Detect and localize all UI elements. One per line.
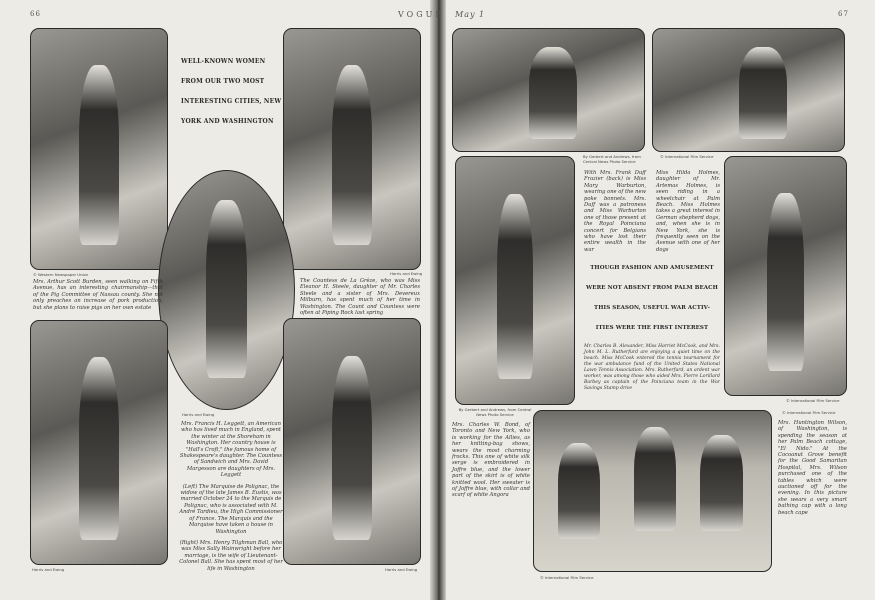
caption-warburton: With Mrs. Frank Duff Frazier (back) is Miss Mary Warburton, wearing one of the new poke bonnets. Mrs. Duff was a patroness and Miss Warburton one of those present at the Royal Poinciana concert for Belgians who have lost their entire wealth in the war — [584, 170, 646, 253]
caption-la-greze: The Countess de La Grèze, who was Miss Eleanor H. Steele, daughter of Mr. Charles Steele and a sister of Mrs. Devereux Milburn, has spent much of her time in Washington. The Count and Countess were often at Piping Rock last spring — [300, 278, 420, 317]
caption-polignac: (Left) The Marquise de Polignac, the widow of the late James B. Eustis, was married October 24 to the Marquis de Polignac, who is associated with M. André Tardieu, the High Commissioner of France. The Marquis and the Marquise have taken a house in Washington — [179, 483, 283, 535]
left-headline — [181, 52, 281, 132]
right-headline — [582, 258, 722, 338]
photo-credit: By Gerbert and Andrews, from Central News Photo Service — [583, 154, 641, 164]
caption-bond: Mrs. Charles W. Bond, of Toronto and New York, who is working for the Allies, as her knitting-bag shows, wears the most charming frocks. This one of white silk serge is embroidered in Joffre blue, and the lower part of the skirt is of white knitted wool. Her sweater is of Joffre blue, with collar and scarf of white Angora — [452, 422, 530, 499]
magazine-title: VOGUE — [398, 10, 445, 19]
page-number-left: 66 — [30, 10, 41, 18]
photo-credit: © International Film Service — [786, 398, 840, 403]
caption-wilson: Mrs. Huntington Wilson, of Washington, is spending the season at her Palm Beach cottage, "El Nido." At the Cocoanut Grove benefit for the Good Samaritan Hospital, Mrs. Wilson purchased one of the tables which were auctioned off for the evening. In this picture she wears a very smart bathing cap with a long beach cape — [778, 420, 847, 516]
photo-credit: © International Film Service — [540, 575, 594, 580]
photo-credit: Harris and Ewing — [182, 412, 215, 417]
photo-credit: © International Film Service — [660, 154, 714, 159]
photo-bond — [455, 156, 575, 405]
headline-line: YORK AND WASHINGTON — [181, 118, 274, 125]
caption-burden: Mrs. Arthur Scott Burden, seen walking on Fifth Avenue, has an interesting chairmanship—that of the Pig Committee of Nassau county. She not only preaches an increase of pork production, but she plans to raise pigs on her own estate — [33, 279, 163, 311]
photo-credit: © Western Newspaper Union — [33, 272, 89, 277]
left-caption-column — [179, 421, 283, 572]
page-number-right: 67 — [838, 10, 849, 18]
issue-date: May 1 — [455, 10, 486, 19]
caption-alexander: Mr. Charles B. Alexander, Miss Harriet McCook, and Mrs. John M. L. Rutherfurd are enjoying a quiet time on the beach. Miss McCook entered the tennis tournament for the war ambulance fund of the United States National Lawn Tennis Association. Mrs. Rutherfurd, an ardent war worker, was among those who aided Mrs. Pierre Lorillard Barbey as captain of the Poinciana team in the War Savings Stamp drive — [584, 344, 720, 391]
headline-line: THIS SEASON, USEFUL WAR ACTIV- — [594, 305, 710, 311]
headline-line: INTERESTING CITIES, NEW — [181, 98, 282, 105]
headline-line: FROM OUR TWO MOST — [181, 78, 265, 85]
headline-line: WELL-KNOWN WOMEN — [181, 58, 266, 65]
photo-credit: Harris and Ewing — [385, 567, 418, 572]
caption-leggett: Mrs. Francis H. Leggett, an American who has lived much in England, spent the winter at the Shoreham in Washington. Her country house is "Hall's Croft," the famous home of Shakespeare's daughter. The Countess of Sandwich and Mrs. David Margesson are daughters of Mrs. Leggett — [179, 421, 283, 479]
photo-burden — [30, 28, 168, 270]
headline-line: WERE NOT ABSENT FROM PALM BEACH — [586, 285, 718, 291]
photo-credit: Harris and Ewing — [32, 567, 65, 572]
headline-line: ITIES WERE THE FIRST INTEREST — [595, 325, 709, 331]
caption-holmes: Miss Hilda Holmes, daughter of Mr. Artemas Holmes, is seen riding in a wheelchair at Palm Beach. Miss Holmes takes a great interest in German shepherd dogs, and, when she is in New York, she is frequently seen on the Avenue with one of her dogs — [656, 170, 720, 253]
photo-warburton — [452, 28, 645, 152]
photo-leggett-oval — [158, 170, 295, 410]
photo-ball — [283, 318, 421, 565]
photo-credit: By Gerbert and Andrews, from Central News Photo Service — [458, 407, 532, 417]
photo-beach-group — [533, 410, 772, 572]
photo-credit: Harris and Ewing — [390, 271, 423, 276]
photo-countess-la-greze — [283, 28, 421, 270]
photo-wilson — [724, 156, 847, 396]
photo-credit: © International Film Service — [782, 410, 836, 415]
headline-line: THOUGH FASHION AND AMUSEMENT — [590, 265, 714, 271]
photo-polignac — [30, 320, 168, 565]
caption-ball: (Right) Mrs. Henry Tilghman Ball, who was Miss Sally Wainwright before her marriage, is the wife of Lieutenant-Colonel Ball. She has spent most of her life in Washington — [179, 539, 283, 572]
spine-gutter — [430, 0, 446, 600]
photo-holmes — [652, 28, 845, 152]
